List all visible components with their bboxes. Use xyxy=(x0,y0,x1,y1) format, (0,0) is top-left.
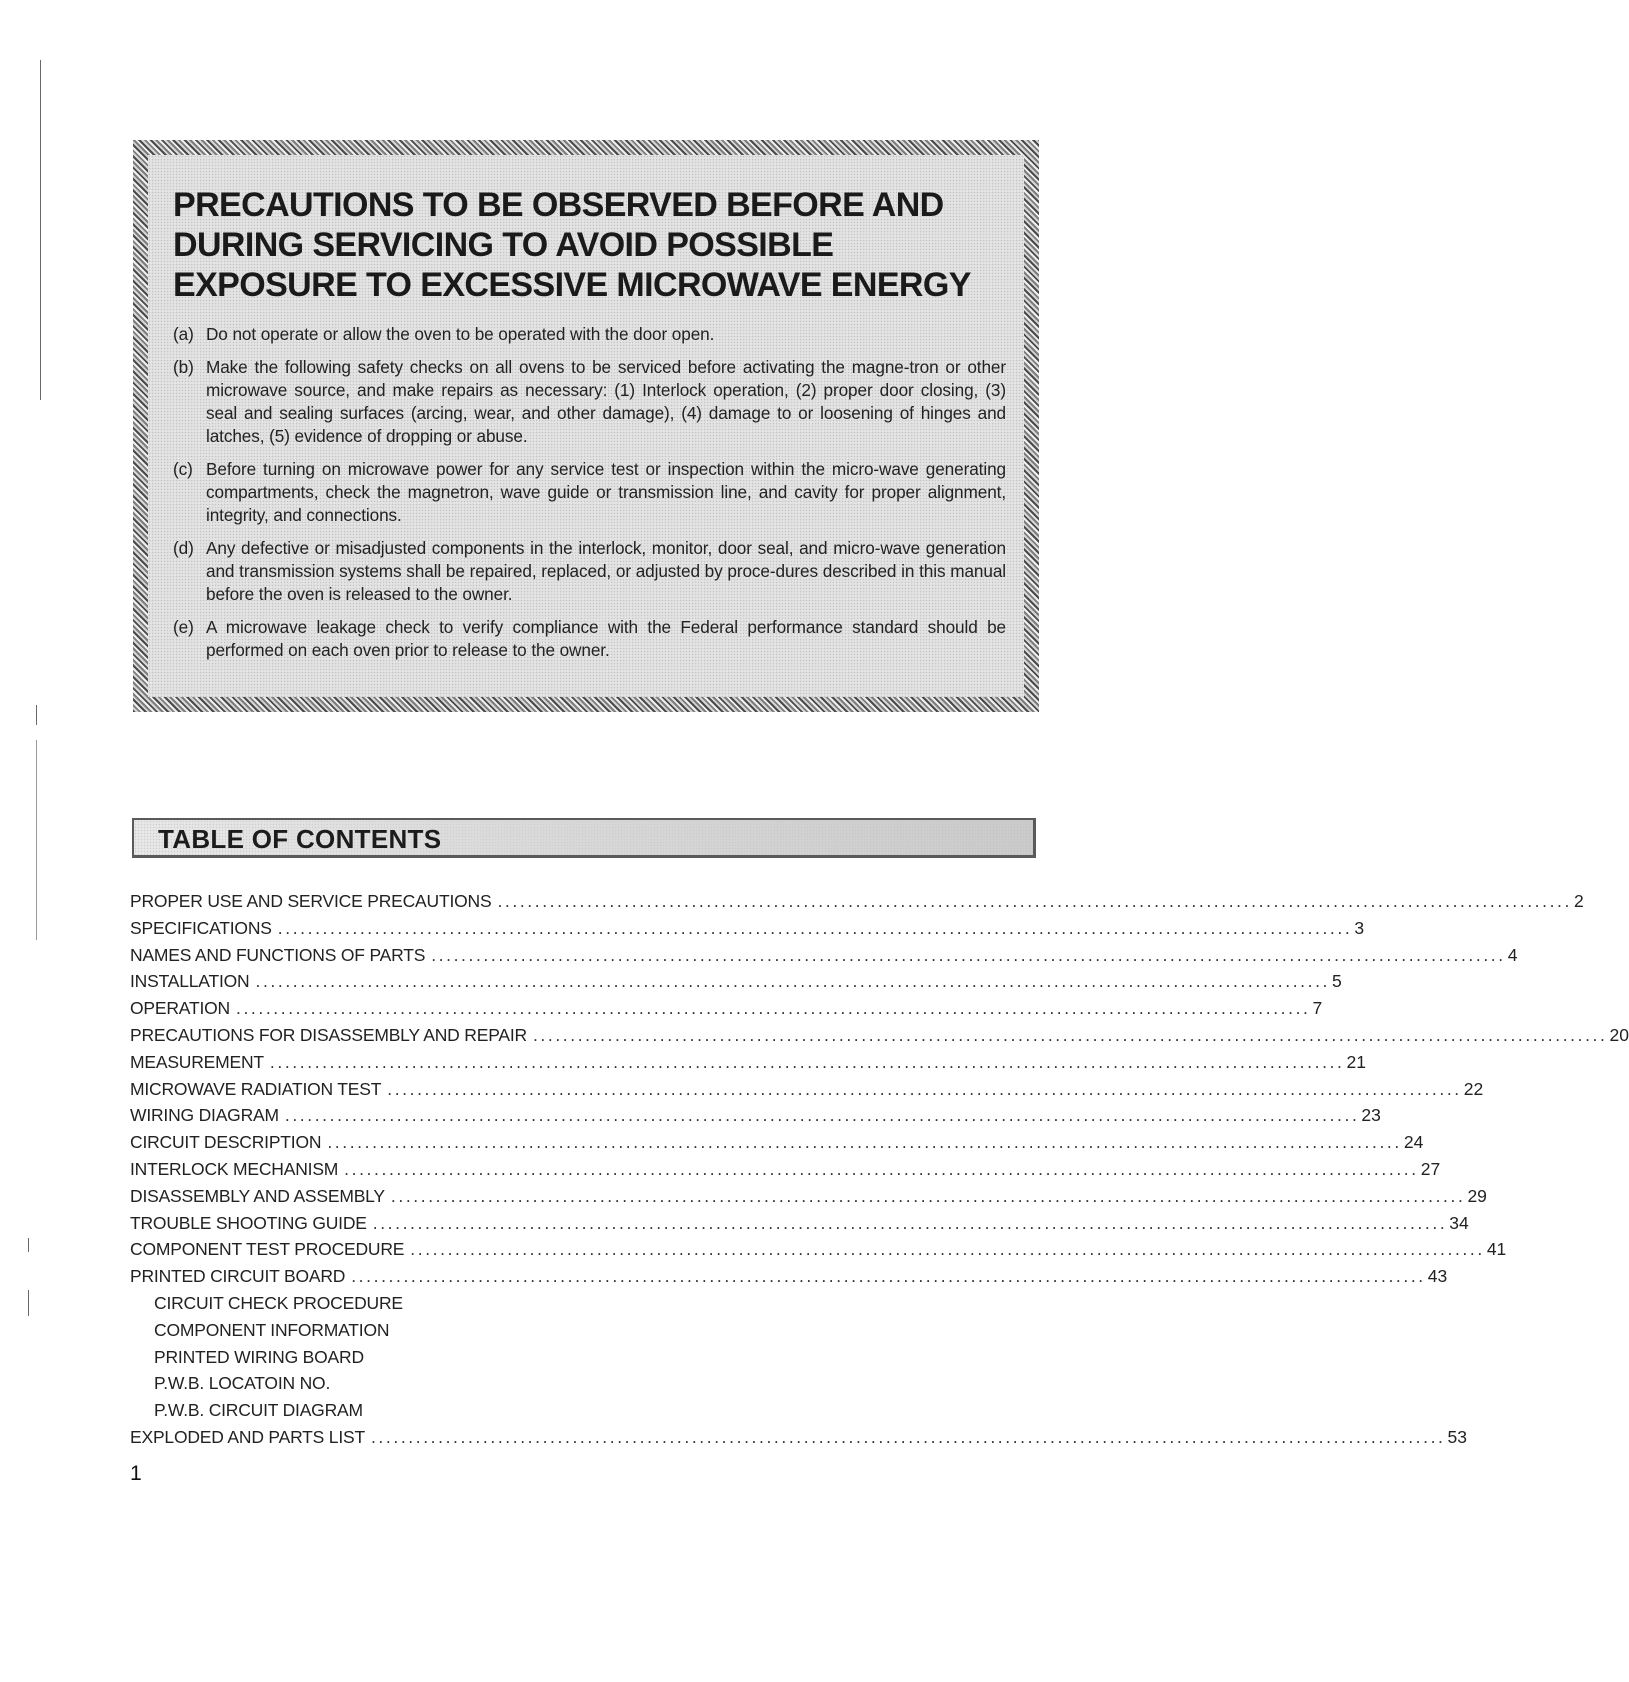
toc-leader: ................................................................................................................................................ xyxy=(284,1105,1360,1126)
toc-entry xyxy=(130,942,1518,969)
toc-leader: ................................................................................................................................................ xyxy=(372,1212,1448,1233)
toc-entry-label: MEASUREMENT xyxy=(130,1051,264,1072)
toc-entry-page: 2 xyxy=(1573,891,1584,911)
precautions-title xyxy=(173,185,1006,305)
scan-margin-line xyxy=(36,705,37,725)
toc-entry-page: 21 xyxy=(1346,1051,1366,1072)
toc-entry-page: 3 xyxy=(1354,917,1365,938)
toc-leader: ................................................................................................................................................ xyxy=(235,998,1311,1019)
toc-list xyxy=(130,888,1629,1451)
toc-leader: ................................................................................................................................................ xyxy=(532,1024,1608,1045)
precaution-text: Do not operate or allow the oven to be operated with the door open. xyxy=(206,324,715,344)
precaution-marker: (a) xyxy=(173,324,194,344)
toc-leader: ................................................................................................................................................ xyxy=(387,1078,1462,1099)
toc-subentry-label: CIRCUIT CHECK PROCEDURE xyxy=(154,1292,403,1313)
toc-entry xyxy=(130,1424,1467,1451)
toc-entry-label: SPECIFICATIONS xyxy=(130,917,272,938)
precaution-text: Make the following safety checks on all ovens to be serviced before activating the magne-tron or other microwave source, and make repairs as necessary: (1) Interlock operation, (2) proper door closing, (3) seal and sealing surfaces (arcing, wear, and other damage), (4) damage to or loosening of hinges and latches, (5) evidence of dropping or abuse. xyxy=(206,357,1006,446)
precaution-marker: (b) xyxy=(173,357,194,377)
toc-entry-label: PRECAUTIONS FOR DISASSEMBLY AND REPAIR xyxy=(130,1024,527,1045)
scan-margin-line xyxy=(36,740,37,940)
toc-subentry-label: P.W.B. CIRCUIT DIAGRAM xyxy=(154,1400,363,1421)
toc-title: TABLE OF CONTENTS xyxy=(158,824,442,854)
toc-leader: ................................................................................................................................................ xyxy=(431,944,1506,965)
toc-leader: ................................................................................................................................................ xyxy=(410,1239,1485,1260)
toc-entry-label: NAMES AND FUNCTIONS OF PARTS xyxy=(130,944,426,965)
scan-margin-line xyxy=(40,60,41,400)
toc-subentry-label: PRINTED WIRING BOARD xyxy=(154,1346,364,1367)
toc-entry xyxy=(130,1076,1484,1103)
toc-entry xyxy=(130,1102,1381,1129)
toc-entry-label: PRINTED CIRCUIT BOARD xyxy=(130,1266,346,1287)
precautions-title-line: EXPOSURE TO EXCESSIVE MICROWAVE ENERGY xyxy=(173,266,971,304)
toc-entry-label: OPERATION xyxy=(130,998,230,1019)
toc-leader: ................................................................................................................................................ xyxy=(390,1185,1466,1206)
toc-subentry xyxy=(130,1290,1036,1317)
toc-entry xyxy=(130,995,1323,1022)
toc-entry-page: 5 xyxy=(1332,971,1342,992)
toc-leader: ................................................................................................................................................ xyxy=(370,1426,1446,1447)
toc-entry xyxy=(130,1210,1469,1237)
toc-entry-label: PROPER USE AND SERVICE PRECAUTIONS xyxy=(130,891,492,911)
toc-leader: ................................................................................................................................................ xyxy=(327,1132,1402,1153)
toc-header xyxy=(132,818,1036,858)
toc-entry-label: MICROWAVE RADIATION TEST xyxy=(130,1078,382,1099)
toc-subentry xyxy=(130,1317,1036,1344)
precaution-marker: (e) xyxy=(173,617,194,637)
toc-entry-label: COMPONENT TEST PROCEDURE xyxy=(130,1239,405,1260)
toc-entry-page: 20 xyxy=(1609,1024,1629,1045)
toc-entry-label: EXPLODED AND PARTS LIST xyxy=(130,1426,365,1447)
page-number: 1 xyxy=(130,1462,142,1485)
precaution-item xyxy=(173,458,1006,527)
toc-entry-page: 27 xyxy=(1420,1158,1441,1179)
toc-entry-label: WIRING DIAGRAM xyxy=(130,1105,279,1126)
toc-entry-page: 29 xyxy=(1467,1185,1487,1206)
toc-entry-label: TROUBLE SHOOTING GUIDE xyxy=(130,1212,367,1233)
toc-subentry xyxy=(130,1397,1036,1424)
scan-margin-line xyxy=(28,1290,29,1316)
precaution-item xyxy=(173,616,1006,662)
precautions-box xyxy=(133,140,1039,712)
toc-leader: ................................................................................................................................................ xyxy=(269,1051,1345,1072)
precaution-text: A microwave leakage check to verify compliance with the Federal performance standard should be performed on each oven prior to release to the owner. xyxy=(206,617,1006,660)
precautions-title-line: DURING SERVICING TO AVOID POSSIBLE xyxy=(173,226,834,264)
toc-entry xyxy=(130,888,1584,915)
toc-leader: ................................................................................................................................................ xyxy=(255,971,1331,992)
toc-entry-page: 24 xyxy=(1403,1132,1424,1153)
toc-leader: ................................................................................................................................................ xyxy=(277,917,1353,938)
toc-entry-page: 34 xyxy=(1449,1212,1469,1233)
toc-entry-label: CIRCUIT DESCRIPTION xyxy=(130,1132,322,1153)
toc-entry xyxy=(130,1156,1441,1183)
toc-entry-page: 41 xyxy=(1486,1239,1507,1260)
toc-entry-page: 43 xyxy=(1427,1266,1448,1287)
toc-entry-label: INSTALLATION xyxy=(130,971,250,992)
toc-entry-page: 4 xyxy=(1507,944,1518,965)
toc-entry xyxy=(130,1129,1424,1156)
toc-entry xyxy=(130,1183,1487,1210)
toc-subentry-label: COMPONENT INFORMATION xyxy=(154,1319,390,1340)
scan-margin-line xyxy=(28,1238,29,1252)
precaution-text: Any defective or misadjusted components in the interlock, monitor, door seal, and micro-wave generation and transmission systems shall be repaired, replaced, or adjusted by proce-dures described in this manual before the oven is released to the owner. xyxy=(206,538,1006,604)
toc-entry-page: 22 xyxy=(1463,1078,1484,1099)
precaution-item xyxy=(173,537,1006,606)
toc-leader: ................................................................................................................................................ xyxy=(344,1158,1419,1179)
toc-subentry xyxy=(130,1344,1036,1371)
toc-entry xyxy=(130,915,1365,942)
precaution-marker: (d) xyxy=(173,538,194,558)
toc-entry xyxy=(130,1049,1366,1076)
precaution-marker: (c) xyxy=(173,459,193,479)
toc-entry xyxy=(130,1236,1507,1263)
toc-entry-page: 7 xyxy=(1312,998,1323,1019)
precaution-text: Before turning on microwave power for any service test or inspection within the micro-wave generating compartments, check the magnetron, wave guide or transmission line, and cavity for proper alignment, integrity, and connections. xyxy=(206,459,1006,525)
toc-entry xyxy=(130,1022,1629,1049)
toc-subentry xyxy=(130,1370,1036,1397)
toc-leader: ................................................................................................................................................ xyxy=(497,891,1572,911)
toc-entry xyxy=(130,968,1342,995)
toc-entry-page: 23 xyxy=(1361,1105,1381,1126)
precaution-item xyxy=(173,356,1006,448)
toc-entry-page: 53 xyxy=(1447,1426,1467,1447)
toc-entry-label: DISASSEMBLY AND ASSEMBLY xyxy=(130,1185,385,1206)
precaution-item xyxy=(173,323,1006,346)
toc-entry xyxy=(130,1263,1448,1290)
toc-leader: ................................................................................................................................................ xyxy=(351,1266,1426,1287)
toc-subentry-label: P.W.B. LOCATOIN NO. xyxy=(154,1373,331,1394)
precautions-title-line: PRECAUTIONS TO BE OBSERVED BEFORE AND xyxy=(173,186,944,224)
toc-entry-label: INTERLOCK MECHANISM xyxy=(130,1158,339,1179)
